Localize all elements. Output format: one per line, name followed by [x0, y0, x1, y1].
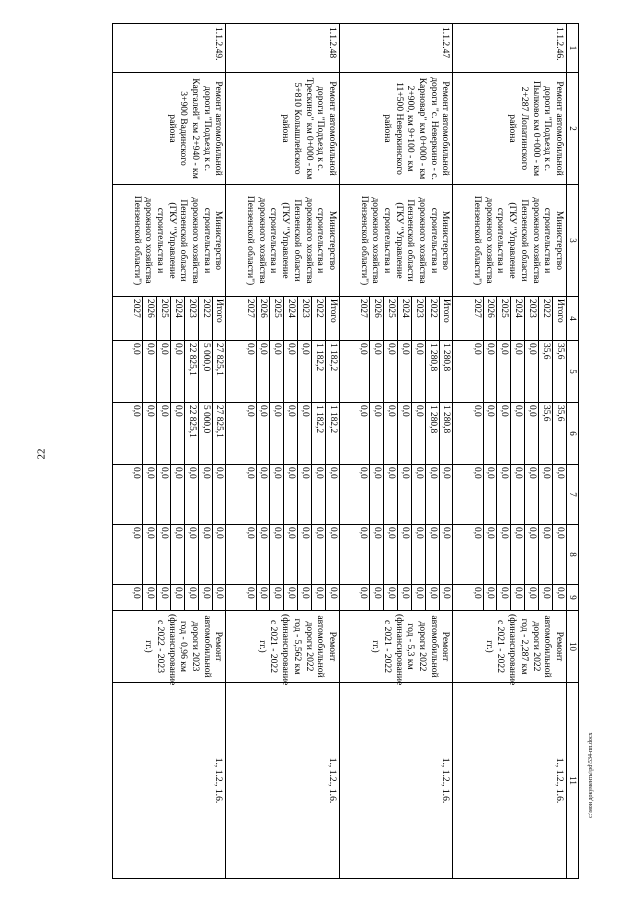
- executor: Министерство строительства и дорожного хозяйства Пензенской области (ГКУ "Управление строительства и дорожного хозяйства Пензенской области"): [340, 185, 454, 297]
- amount-cell: 0,0: [511, 403, 525, 464]
- year-cell: 2024: [170, 297, 184, 340]
- expected-result: Ремонт автомобильной дороги 2022 год - 5,562 км (финансирование с 2021 - 2022 гг.): [226, 611, 340, 683]
- amount-cell: 0,0: [511, 585, 525, 610]
- amount-cell: 0,0: [170, 585, 184, 610]
- amount-cell: 1 182,2: [312, 341, 326, 402]
- amount-cell: 0,0: [244, 343, 255, 355]
- values-c5: [226, 341, 340, 403]
- amount-cell: 0,0: [256, 585, 270, 610]
- amount-cell: 0,0: [244, 467, 255, 479]
- amount-cell: 0,0: [270, 403, 284, 464]
- year-cell: 2025: [383, 297, 397, 340]
- amount-cell: 0,0: [358, 587, 369, 599]
- year-cell: Итого: [553, 297, 566, 340]
- year-cell: 2025: [156, 297, 170, 340]
- values-years: [113, 297, 227, 341]
- amount-cell: 0,0: [483, 525, 497, 584]
- amount-cell: 0,0: [511, 465, 525, 524]
- amount-cell: 0,0: [270, 465, 284, 524]
- page-number: 22: [35, 448, 48, 460]
- values-c6-list: [129, 403, 225, 464]
- amount-cell: 0,0: [131, 343, 142, 355]
- amount-cell: 35,6: [553, 341, 566, 402]
- amount-cell: 0,0: [397, 525, 411, 584]
- amount-cell: 0,0: [156, 465, 170, 524]
- amount-cell: 5 000,0: [198, 341, 212, 402]
- values-c8: [340, 525, 454, 585]
- amount-cell: 0,0: [383, 465, 397, 524]
- amount-cell: 0,0: [198, 525, 212, 584]
- values-years-list: [243, 297, 339, 340]
- amount-cell: 0,0: [439, 585, 452, 610]
- values-c6-list: [470, 403, 566, 464]
- year-cell: 2023: [298, 297, 312, 340]
- amount-cell: 0,0: [326, 585, 339, 610]
- amount-cell: 0,0: [483, 465, 497, 524]
- amount-cell: 0,0: [298, 341, 312, 402]
- year-cell: 2027: [244, 299, 255, 318]
- column-number: 6: [567, 403, 579, 465]
- amount-cell: 0,0: [256, 525, 270, 584]
- executor: Министерство строительства и дорожного хозяйства Пензенской области (ГКУ "Управление строительства и дорожного хозяйства Пензенской области"): [113, 185, 227, 297]
- target-indicator-link: 1., 1.2., 1.6.: [453, 683, 567, 879]
- amount-cell: 0,0: [284, 525, 298, 584]
- amount-cell: 0,0: [425, 525, 439, 584]
- values-c6: [113, 403, 227, 465]
- amount-cell: 0,0: [370, 585, 384, 610]
- amount-cell: 0,0: [143, 465, 157, 524]
- amount-cell: 0,0: [298, 403, 312, 464]
- amount-cell: 1 182,2: [312, 403, 326, 464]
- column-number-row: [567, 24, 579, 879]
- amount-cell: 5 000,0: [198, 403, 212, 464]
- year-cell: 2022: [425, 297, 439, 340]
- amount-cell: 0,0: [256, 465, 270, 524]
- amount-cell: 0,0: [131, 405, 142, 417]
- amount-cell: 0,0: [483, 585, 497, 610]
- amount-cell: 35,6: [539, 403, 553, 464]
- amount-cell: 1 182,2: [326, 403, 339, 464]
- amount-cell: 0,0: [525, 525, 539, 584]
- column-number: 7: [567, 465, 579, 525]
- column-number: 11: [567, 683, 579, 879]
- values-c7: [453, 465, 567, 525]
- values-c8-list: [470, 525, 566, 584]
- table-row: [340, 24, 454, 879]
- measure-name: Ремонт автомобильной дороги "Подъезд к с. Трескино" км 0+000 - км 5+810 Колышлейского района: [226, 73, 340, 185]
- values-c8: [226, 525, 340, 585]
- column-number: 8: [567, 525, 579, 585]
- amount-cell: 1 280,8: [439, 341, 452, 402]
- values-years-list: [129, 297, 225, 340]
- amount-cell: 0,0: [411, 465, 425, 524]
- measure-number: 1.1.2.48: [226, 24, 340, 73]
- amount-cell: 0,0: [471, 467, 482, 479]
- amount-cell: 0,0: [425, 465, 439, 524]
- values-c5: [340, 341, 454, 403]
- values-c8: [113, 525, 227, 585]
- amount-cell: 0,0: [198, 465, 212, 524]
- year-cell: 2022: [312, 297, 326, 340]
- column-number: 1: [567, 24, 579, 73]
- amount-cell: 0,0: [256, 341, 270, 402]
- amount-cell: 0,0: [312, 585, 326, 610]
- column-number: 3: [567, 185, 579, 297]
- amount-cell: 0,0: [131, 527, 142, 539]
- amount-cell: 0,0: [298, 465, 312, 524]
- values-years-list: [470, 297, 566, 340]
- values-c8: [453, 525, 567, 585]
- measure-number: 1.1.2.47: [340, 24, 454, 73]
- amount-cell: 1 280,8: [425, 341, 439, 402]
- year-cell: 2023: [184, 297, 198, 340]
- amount-cell: 0,0: [483, 403, 497, 464]
- year-cell: 2024: [284, 297, 298, 340]
- amount-cell: 0,0: [184, 525, 198, 584]
- amount-cell: 0,0: [525, 465, 539, 524]
- column-number: 5: [567, 341, 579, 403]
- measure-name: Ремонт автомобильной дороги "с. Неверкино - с. Карновар" км 0+000 - км 2+900, км 9+100 - км 11+500 Неверкинского района: [340, 73, 454, 185]
- year-cell: 2026: [370, 297, 384, 340]
- values-c7-list: [470, 465, 566, 524]
- amount-cell: 0,0: [326, 525, 339, 584]
- amount-cell: 0,0: [284, 341, 298, 402]
- year-cell: Итого: [439, 297, 452, 340]
- amount-cell: 35,6: [539, 341, 553, 402]
- year-cell: 2024: [511, 297, 525, 340]
- amount-cell: 0,0: [383, 403, 397, 464]
- values-c6-list: [243, 403, 339, 464]
- footer-file-path: c:\мои документы\pd\534-пп.docx: [588, 732, 594, 818]
- amount-cell: 0,0: [170, 403, 184, 464]
- amount-cell: 27 825,1: [212, 403, 225, 464]
- values-c9: [226, 585, 340, 611]
- amount-cell: 0,0: [553, 465, 566, 524]
- values-c6-list: [356, 403, 452, 464]
- values-c9-list: [243, 585, 339, 610]
- year-cell: 2026: [483, 297, 497, 340]
- measure-number: 1.1.2.49.: [113, 24, 227, 73]
- year-cell: 2027: [358, 299, 369, 318]
- amount-cell: 0,0: [397, 465, 411, 524]
- amount-cell: 0,0: [143, 403, 157, 464]
- values-c8-list: [129, 525, 225, 584]
- year-cell: 2023: [525, 297, 539, 340]
- expected-result: Ремонт автомобильной дороги 2022 год - 5,3 км (финансирование с 2021 - 2022 гг.): [340, 611, 454, 683]
- amount-cell: 0,0: [170, 341, 184, 402]
- amount-cell: 0,0: [497, 525, 511, 584]
- measure-name: Ремонт автомобильной дороги "Подъезд к с. Пылково км 0+000 - км 2+287 Лопатинского района: [453, 73, 567, 185]
- amount-cell: 0,0: [212, 525, 225, 584]
- values-c7: [226, 465, 340, 525]
- amount-cell: 0,0: [397, 403, 411, 464]
- values-c6: [340, 403, 454, 465]
- amount-cell: 0,0: [411, 341, 425, 402]
- amount-cell: 0,0: [383, 525, 397, 584]
- values-c5-list: [243, 341, 339, 402]
- column-number: 10: [567, 611, 579, 683]
- amount-cell: 35,6: [553, 403, 566, 464]
- amount-cell: 0,0: [383, 341, 397, 402]
- amount-cell: 0,0: [539, 525, 553, 584]
- values-c9-list: [470, 585, 566, 610]
- amount-cell: 0,0: [471, 343, 482, 355]
- amount-cell: 22 825,1: [184, 403, 198, 464]
- amount-cell: 0,0: [156, 341, 170, 402]
- amount-cell: 0,0: [439, 525, 452, 584]
- amount-cell: 0,0: [483, 341, 497, 402]
- amount-cell: 0,0: [284, 403, 298, 464]
- amount-cell: 0,0: [425, 585, 439, 610]
- amount-cell: 22 825,1: [184, 341, 198, 402]
- year-cell: 2027: [471, 299, 482, 318]
- year-cell: 2027: [131, 299, 142, 318]
- values-c9: [113, 585, 227, 611]
- amount-cell: 0,0: [553, 585, 566, 610]
- amount-cell: 0,0: [370, 341, 384, 402]
- amount-cell: 0,0: [270, 341, 284, 402]
- amount-cell: 0,0: [497, 403, 511, 464]
- values-c7-list: [129, 465, 225, 524]
- target-indicator-link: 1., 1.2., 1.6.: [113, 683, 227, 879]
- program-table: [112, 23, 579, 879]
- amount-cell: 0,0: [184, 585, 198, 610]
- amount-cell: 0,0: [525, 403, 539, 464]
- amount-cell: 1 280,8: [439, 403, 452, 464]
- values-c9: [340, 585, 454, 611]
- expected-result: Ремонт автомобильной дороги 2022 год - 2,287 км (финансирование с 2021 - 2022 гг.): [453, 611, 567, 683]
- values-c5: [453, 341, 567, 403]
- executor: Министерство строительства и дорожного хозяйства Пензенской области (ГКУ "Управление строительства и дорожного хозяйства Пензенской области"): [453, 185, 567, 297]
- amount-cell: 0,0: [439, 465, 452, 524]
- values-c9: [453, 585, 567, 611]
- target-indicator-link: 1., 1.2., 1.6.: [226, 683, 340, 879]
- amount-cell: 1 182,2: [326, 341, 339, 402]
- values-c5-list: [356, 341, 452, 402]
- year-cell: Итого: [212, 297, 225, 340]
- column-number: 9: [567, 585, 579, 611]
- amount-cell: 0,0: [370, 403, 384, 464]
- executor: Министерство строительства и дорожного хозяйства Пензенской области (ГКУ "Управление строительства и дорожного хозяйства Пензенской области"): [226, 185, 340, 297]
- values-c5-list: [129, 341, 225, 402]
- values-c9-list: [356, 585, 452, 610]
- year-cell: 2026: [143, 297, 157, 340]
- amount-cell: 0,0: [170, 525, 184, 584]
- amount-cell: 27 825,1: [212, 341, 225, 402]
- values-c7: [340, 465, 454, 525]
- measure-name: Ремонт автомобильной дороги "Подъезд к с. Каргалей" км 2+940 - км 3+900 Вадинского района: [113, 73, 227, 185]
- values-c6: [226, 403, 340, 465]
- amount-cell: 0,0: [312, 465, 326, 524]
- amount-cell: 0,0: [525, 341, 539, 402]
- year-cell: 2022: [539, 297, 553, 340]
- amount-cell: 1 280,8: [425, 403, 439, 464]
- amount-cell: 0,0: [397, 585, 411, 610]
- year-cell: 2025: [497, 297, 511, 340]
- amount-cell: 0,0: [212, 465, 225, 524]
- amount-cell: 0,0: [298, 585, 312, 610]
- amount-cell: 0,0: [511, 341, 525, 402]
- amount-cell: 0,0: [497, 465, 511, 524]
- amount-cell: 0,0: [244, 527, 255, 539]
- amount-cell: 0,0: [358, 527, 369, 539]
- table-row: [226, 24, 340, 879]
- amount-cell: 0,0: [256, 403, 270, 464]
- amount-cell: 0,0: [397, 341, 411, 402]
- values-c7-list: [243, 465, 339, 524]
- amount-cell: 0,0: [244, 405, 255, 417]
- amount-cell: 0,0: [312, 525, 326, 584]
- table-row: [453, 24, 567, 879]
- values-c5: [113, 341, 227, 403]
- amount-cell: 0,0: [471, 587, 482, 599]
- amount-cell: 0,0: [131, 587, 142, 599]
- amount-cell: 0,0: [358, 405, 369, 417]
- amount-cell: 0,0: [525, 585, 539, 610]
- rotated-table-container: [112, 23, 579, 878]
- amount-cell: 0,0: [497, 585, 511, 610]
- amount-cell: 0,0: [131, 467, 142, 479]
- amount-cell: 0,0: [411, 585, 425, 610]
- amount-cell: 0,0: [212, 585, 225, 610]
- values-c5-list: [470, 341, 566, 402]
- amount-cell: 0,0: [370, 525, 384, 584]
- values-years: [340, 297, 454, 341]
- amount-cell: 0,0: [198, 585, 212, 610]
- amount-cell: 0,0: [143, 585, 157, 610]
- amount-cell: 0,0: [539, 465, 553, 524]
- amount-cell: 0,0: [156, 403, 170, 464]
- amount-cell: 0,0: [358, 467, 369, 479]
- measure-number: 1.1.2.46.: [453, 24, 567, 73]
- values-years: [453, 297, 567, 341]
- amount-cell: 0,0: [511, 525, 525, 584]
- amount-cell: 0,0: [284, 465, 298, 524]
- values-c8-list: [243, 525, 339, 584]
- amount-cell: 0,0: [411, 403, 425, 464]
- values-c9-list: [129, 585, 225, 610]
- values-years-list: [356, 297, 452, 340]
- amount-cell: 0,0: [156, 585, 170, 610]
- amount-cell: 0,0: [411, 525, 425, 584]
- column-number: 4: [567, 297, 579, 341]
- values-c7: [113, 465, 227, 525]
- amount-cell: 0,0: [156, 525, 170, 584]
- amount-cell: 0,0: [539, 585, 553, 610]
- amount-cell: 0,0: [471, 527, 482, 539]
- amount-cell: 0,0: [326, 465, 339, 524]
- amount-cell: 0,0: [298, 525, 312, 584]
- amount-cell: 0,0: [143, 525, 157, 584]
- amount-cell: 0,0: [358, 343, 369, 355]
- values-c6: [453, 403, 567, 465]
- table-row: [113, 24, 227, 879]
- expected-result: Ремонт автомобильной дороги 2023 год - 0,96 км (финансирование с 2022 - 2023 гг.): [113, 611, 227, 683]
- target-indicator-link: 1., 1.2., 1.6.: [340, 683, 454, 879]
- amount-cell: 0,0: [184, 465, 198, 524]
- values-c7-list: [356, 465, 452, 524]
- amount-cell: 0,0: [170, 465, 184, 524]
- values-c8-list: [356, 525, 452, 584]
- year-cell: 2025: [270, 297, 284, 340]
- amount-cell: 0,0: [270, 585, 284, 610]
- year-cell: 2024: [397, 297, 411, 340]
- column-number: 2: [567, 73, 579, 185]
- values-years: [226, 297, 340, 341]
- amount-cell: 0,0: [370, 465, 384, 524]
- year-cell: 2026: [256, 297, 270, 340]
- amount-cell: 0,0: [383, 585, 397, 610]
- amount-cell: 0,0: [284, 585, 298, 610]
- amount-cell: 0,0: [244, 587, 255, 599]
- amount-cell: 0,0: [553, 525, 566, 584]
- year-cell: 2023: [411, 297, 425, 340]
- amount-cell: 0,0: [497, 341, 511, 402]
- year-cell: Итого: [326, 297, 339, 340]
- amount-cell: 0,0: [143, 341, 157, 402]
- year-cell: 2022: [198, 297, 212, 340]
- amount-cell: 0,0: [270, 525, 284, 584]
- amount-cell: 0,0: [471, 405, 482, 417]
